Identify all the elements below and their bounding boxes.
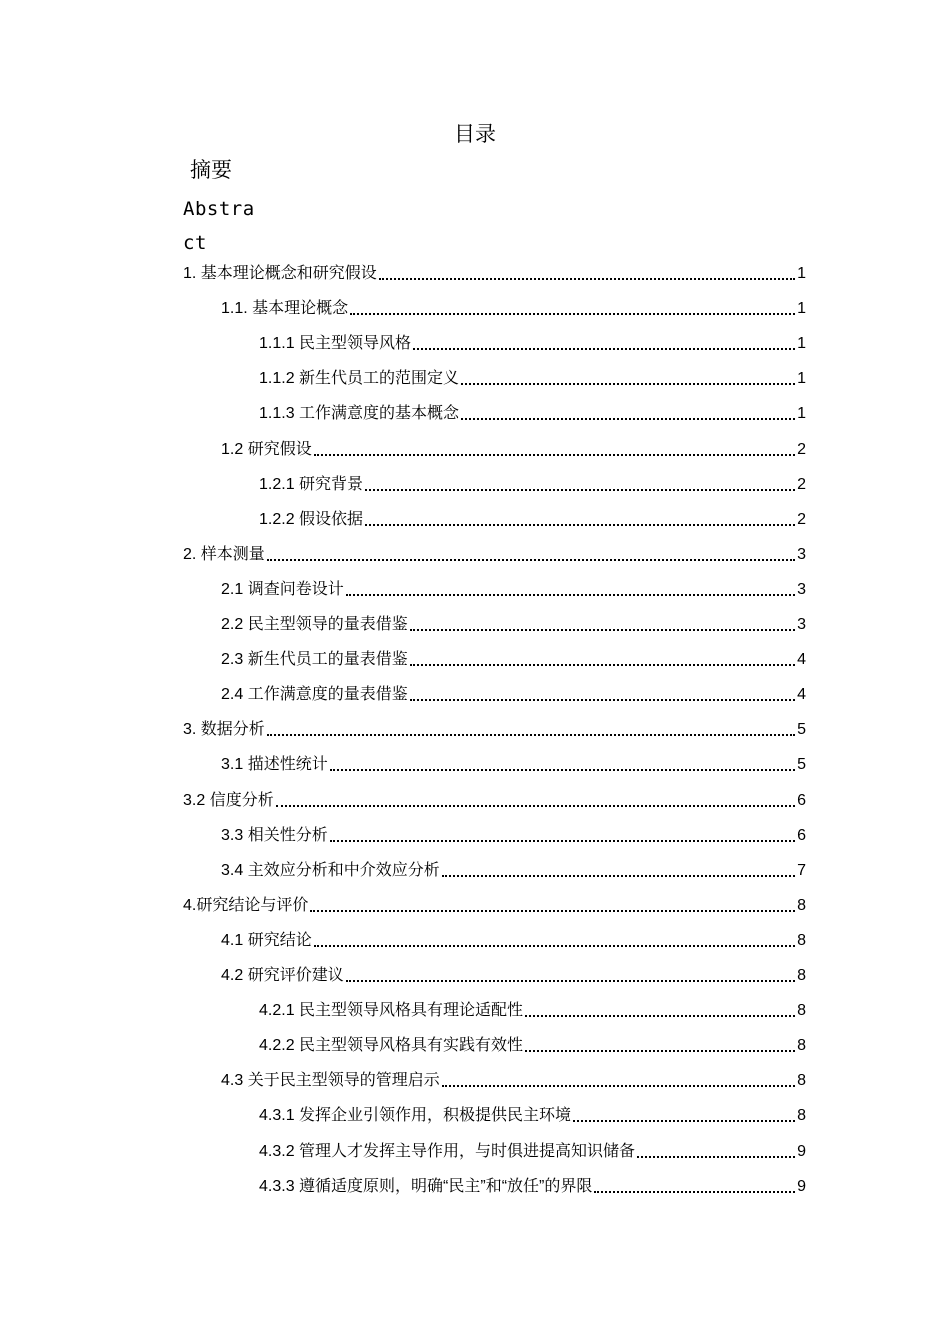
toc-dot-leader	[525, 1050, 795, 1052]
toc-entry-page-number: 3	[797, 546, 806, 563]
toc-dot-leader	[314, 454, 795, 456]
toc-entry-label: 3.4 主效应分析和中介效应分析	[221, 862, 440, 879]
toc-entry-page-number: 9	[797, 1178, 806, 1195]
toc-entry[interactable]	[221, 929, 806, 953]
toc-dot-leader	[310, 910, 795, 912]
toc-entry[interactable]	[259, 508, 806, 532]
toc-entry[interactable]	[221, 683, 806, 707]
toc-entry-page-number: 5	[797, 721, 806, 738]
toc-dot-leader	[330, 840, 795, 842]
toc-dot-leader	[525, 1015, 795, 1017]
toc-entry-label: 1. 基本理论概念和研究假设	[183, 265, 377, 282]
toc-dot-leader	[365, 524, 795, 526]
toc-entry-page-number: 8	[797, 1107, 806, 1124]
toc-dot-leader	[365, 489, 795, 491]
toc-entry-label: 3.2 信度分析	[183, 792, 274, 809]
toc-entry[interactable]	[183, 543, 806, 567]
toc-entry-page-number: 3	[797, 616, 806, 633]
toc-entry-label: 4.3.3 遵循适度原则，明确“民主”和“放任”的界限	[259, 1178, 593, 1195]
toc-entry-label: 4.3.1 发挥企业引领作用，积极提供民主环境	[259, 1107, 572, 1124]
toc-dot-leader	[410, 699, 795, 701]
toc-entry[interactable]	[221, 648, 806, 672]
toc-entry-page-number: 9	[797, 1143, 806, 1160]
toc-entry[interactable]	[183, 894, 806, 918]
toc-dot-leader	[379, 278, 795, 280]
toc-entry-page-number: 1	[797, 370, 806, 387]
toc-dot-leader	[442, 1085, 795, 1087]
toc-entry-page-number: 7	[797, 862, 806, 879]
toc-entry[interactable]	[259, 1140, 806, 1164]
toc-entry-page-number: 1	[797, 335, 806, 352]
toc-entry-label: 4.3.2 管理人才发挥主导作用，与时俱进提高知识储备	[259, 1143, 636, 1160]
toc-dot-leader	[330, 769, 795, 771]
toc-dot-leader	[413, 348, 795, 350]
toc-entry[interactable]	[221, 859, 806, 883]
toc-dot-leader	[267, 734, 795, 736]
toc-entry-label: 1.2.2 假设依据	[259, 511, 364, 528]
toc-entry-page-number: 8	[797, 1072, 806, 1089]
toc-entry[interactable]	[259, 402, 806, 426]
abstract-en-heading: Abstract	[183, 198, 255, 254]
toc-dot-leader	[346, 594, 795, 596]
toc-entry-page-number: 8	[797, 897, 806, 914]
toc-entry[interactable]	[183, 718, 806, 742]
toc-entry[interactable]	[221, 613, 806, 637]
toc-entry-page-number: 1	[797, 300, 806, 317]
toc-dot-leader	[594, 1191, 795, 1193]
toc-entry[interactable]	[259, 332, 806, 356]
toc-entry-label: 2.2 民主型领导的量表借鉴	[221, 616, 408, 633]
toc-entry-page-number: 5	[797, 756, 806, 773]
toc-entry-label: 4.2 研究评价建议	[221, 967, 344, 984]
toc-entry[interactable]	[259, 1104, 806, 1128]
toc-entry-label: 1.1.2 新生代员工的范围定义	[259, 370, 460, 387]
toc-entry-label: 1.2 研究假设	[221, 441, 312, 458]
toc-entry-label: 1.1. 基本理论概念	[221, 300, 349, 317]
toc-dot-leader	[637, 1156, 795, 1158]
toc-entry-page-number: 2	[797, 511, 806, 528]
toc-entry-label: 2.1 调查问卷设计	[221, 581, 344, 598]
toc-entry-page-number: 4	[797, 686, 806, 703]
toc-title: 目录	[454, 122, 496, 146]
toc-entry-page-number: 2	[797, 441, 806, 458]
toc-entry-label: 3.3 相关性分析	[221, 827, 328, 844]
toc-entry-label: 1.1.3 工作满意度的基本概念	[259, 405, 460, 422]
toc-dot-leader	[410, 629, 795, 631]
toc-entry[interactable]	[221, 753, 806, 777]
toc-dot-leader	[442, 875, 795, 877]
toc-entry[interactable]	[183, 789, 806, 813]
toc-entry[interactable]	[221, 964, 806, 988]
toc-entry-page-number: 6	[797, 827, 806, 844]
toc-entry[interactable]	[259, 473, 806, 497]
abstract-cn-heading: 摘要	[190, 158, 232, 182]
toc-dot-leader	[276, 805, 795, 807]
toc-entry-label: 4.研究结论与评价	[183, 897, 309, 914]
toc-entry-page-number: 4	[797, 651, 806, 668]
toc-entry-label: 4.2.2 民主型领导风格具有实践有效性	[259, 1037, 524, 1054]
toc-entry-page-number: 8	[797, 932, 806, 949]
toc-entry-label: 2.4 工作满意度的量表借鉴	[221, 686, 408, 703]
toc-entry[interactable]	[221, 1069, 806, 1093]
toc-entry-page-number: 8	[797, 1002, 806, 1019]
toc-dot-leader	[461, 418, 795, 420]
toc-dot-leader	[410, 664, 795, 666]
toc-entry-page-number: 2	[797, 476, 806, 493]
toc-entry[interactable]	[259, 999, 806, 1023]
toc-entry-page-number: 8	[797, 967, 806, 984]
toc-entry-label: 3. 数据分析	[183, 721, 265, 738]
toc-entry[interactable]	[221, 297, 806, 321]
toc-entry[interactable]	[221, 578, 806, 602]
toc-entry-page-number: 3	[797, 581, 806, 598]
toc-entry-label: 1.1.1 民主型领导风格	[259, 335, 412, 352]
toc-entry-label: 4.1 研究结论	[221, 932, 312, 949]
toc-dot-leader	[346, 980, 795, 982]
toc-entry[interactable]	[259, 1175, 806, 1199]
toc-entry-page-number: 6	[797, 792, 806, 809]
toc-dot-leader	[314, 945, 795, 947]
toc-entry-label: 2.3 新生代员工的量表借鉴	[221, 651, 408, 668]
toc-entry[interactable]	[259, 367, 806, 391]
toc-entry-label: 1.2.1 研究背景	[259, 476, 364, 493]
toc-dot-leader	[573, 1120, 795, 1122]
toc-entry-page-number: 8	[797, 1037, 806, 1054]
toc-entry-label: 4.2.1 民主型领导风格具有理论适配性	[259, 1002, 524, 1019]
toc-dot-leader	[350, 313, 795, 315]
toc-entry-label: 2. 样本测量	[183, 546, 265, 563]
toc-entry[interactable]	[221, 824, 806, 848]
toc-dot-leader	[267, 559, 795, 561]
toc-entry-label: 4.3 关于民主型领导的管理启示	[221, 1072, 440, 1089]
toc-entry-page-number: 1	[797, 405, 806, 422]
toc-entry[interactable]	[259, 1034, 806, 1058]
toc-entry-page-number: 1	[797, 265, 806, 282]
toc-entry[interactable]	[183, 262, 806, 286]
toc-entry[interactable]	[221, 438, 806, 462]
toc-dot-leader	[461, 383, 795, 385]
toc-entry-label: 3.1 描述性统计	[221, 756, 328, 773]
